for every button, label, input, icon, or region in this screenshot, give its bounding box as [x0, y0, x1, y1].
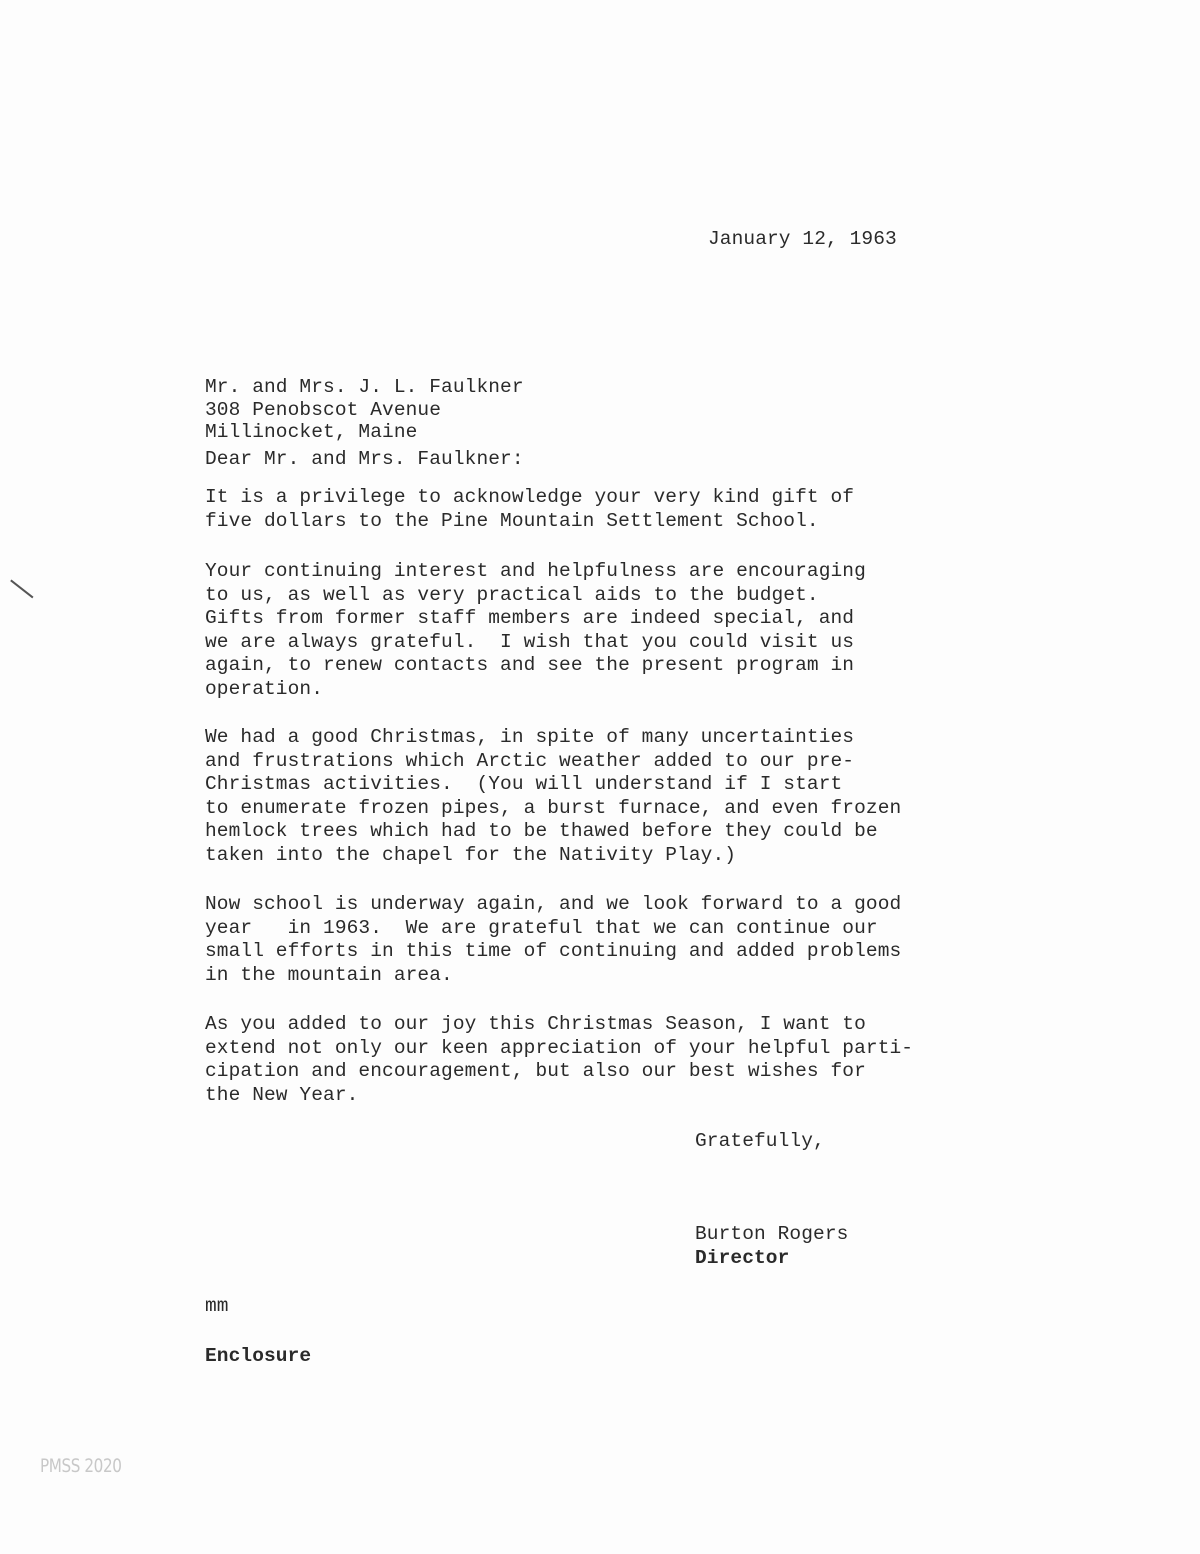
text-line: and frustrations which Arctic weather added to our pre- [205, 749, 855, 772]
text-line: again, to renew contacts and see the present program in [205, 654, 855, 676]
text-line: operation. [205, 677, 324, 700]
address-line: Mr. and Mrs. J. L. Faulkner [205, 376, 524, 398]
text-line: Now school is underway again, and we look forward to a good [205, 893, 902, 915]
paragraph-5 [205, 1013, 913, 1107]
text-line: to enumerate frozen pipes, a burst furnace, and even frozen [205, 796, 902, 819]
text-line: taken into the chapel for the Nativity Play.) [205, 843, 737, 866]
archive-watermark: PMSS 2020 [40, 1455, 122, 1477]
text-line: We had a good Christmas, in spite of many uncertainties [205, 726, 855, 748]
text-line: we are always grateful. I wish that you could visit us [205, 630, 855, 653]
text-line: year in 1963. We are grateful that we can continue our [205, 916, 878, 939]
text-line: extend not only our keen appreciation of your helpful parti- [205, 1036, 914, 1059]
text-line: hemlock trees which had to be thawed before they could be [205, 820, 878, 842]
address-line: 308 Penobscot Avenue [205, 398, 442, 421]
text-line: Gifts from former staff members are indeed special, and [205, 607, 855, 629]
paragraph-3 [205, 726, 901, 867]
paragraph-2 [205, 560, 866, 701]
signature-block [695, 1223, 848, 1270]
paragraph-1 [205, 486, 854, 533]
stray-pen-mark [11, 580, 34, 598]
letter-date: January 12, 1963 [708, 228, 897, 250]
text-line: the New Year. [205, 1083, 359, 1106]
text-line: As you added to our joy this Christmas Season, I want to [205, 1013, 866, 1035]
paragraph-4 [205, 893, 901, 987]
text-line: in the mountain area. [205, 963, 453, 986]
text-line: It is a privilege to acknowledge your very kind gift of [205, 486, 855, 508]
closing: Gratefully, [695, 1130, 825, 1152]
text-line: cipation and encouragement, but also our best wishes for [205, 1060, 866, 1082]
salutation: Dear Mr. and Mrs. Faulkner: [205, 448, 524, 470]
typist-initials: mm [205, 1295, 229, 1317]
text-line: small efforts in this time of continuing and added problems [205, 940, 902, 962]
text-line: Christmas activities. (You will understand if I start [205, 773, 843, 795]
text-line: Your continuing interest and helpfulness are encouraging [205, 560, 866, 582]
address-line: Millinocket, Maine [205, 421, 418, 443]
enclosure-note: Enclosure [205, 1345, 312, 1367]
signer-title: Director [695, 1246, 790, 1269]
signer-name: Burton Rogers [695, 1223, 849, 1245]
text-line: to us, as well as very practical aids to the budget. [205, 583, 819, 606]
recipient-address [205, 376, 524, 444]
text-line: five dollars to the Pine Mountain Settlement School. [205, 509, 819, 532]
